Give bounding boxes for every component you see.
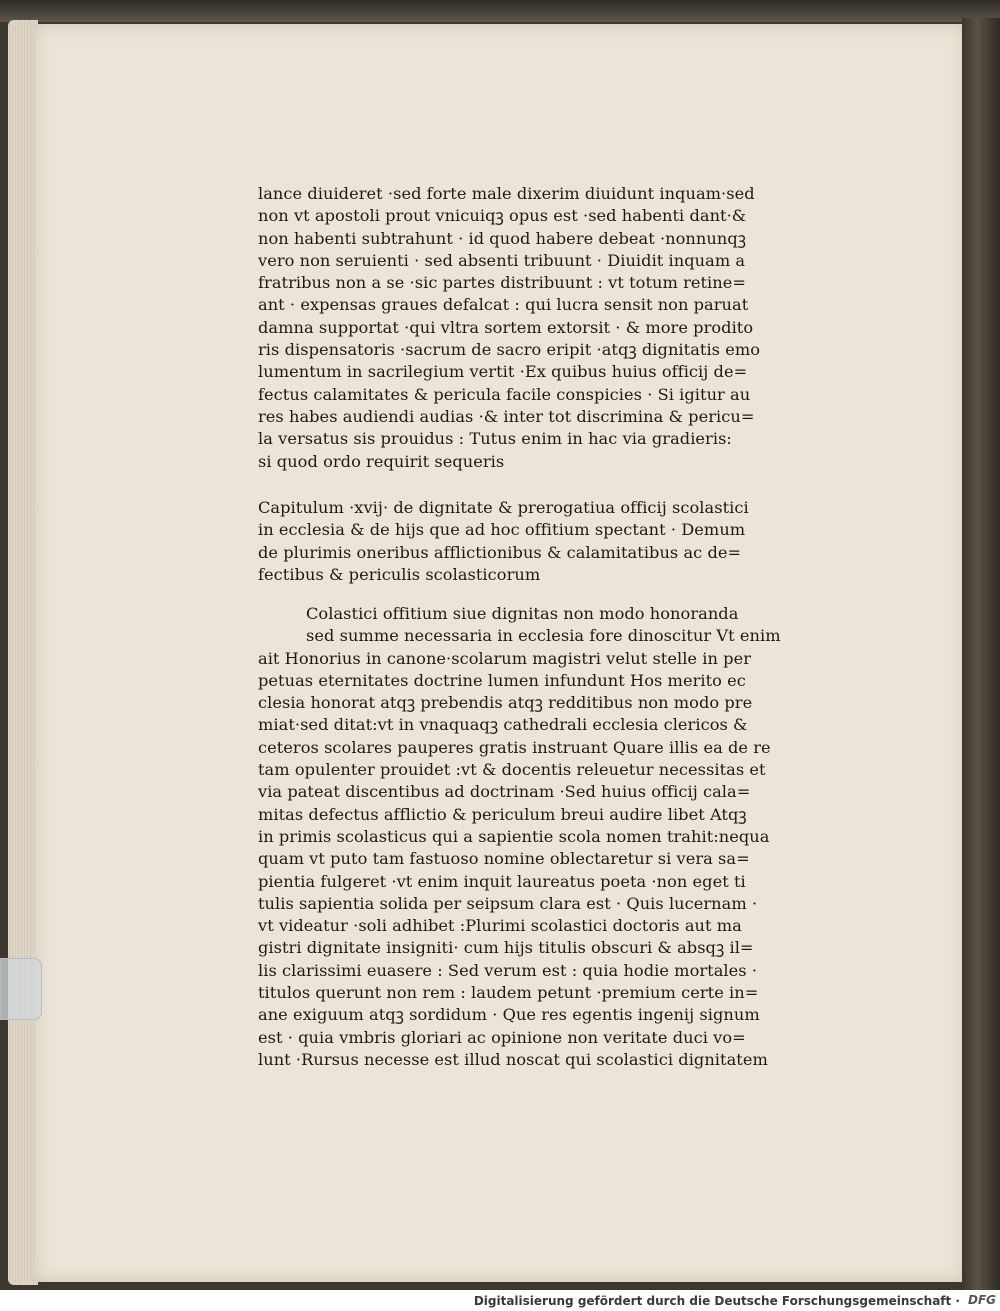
text-line: vero non seruienti · sed absenti tribuunt · Diuidit inquam a bbox=[258, 250, 746, 270]
text-line: si quod ordo requirit sequeris bbox=[258, 451, 505, 471]
text-line: titulos querunt non rem : laudem petunt ·premium certe in= bbox=[258, 983, 759, 1003]
dfg-logo: DFG bbox=[967, 1293, 996, 1307]
footer-bar bbox=[0, 1290, 1000, 1311]
text-line: non habenti subtrahunt · id quod habere debeat ·nonnunqꝫ bbox=[258, 228, 747, 248]
text-line: non vt apostoli prout vnicuiqꝫ opus est ·sed habenti dant·& bbox=[258, 206, 747, 226]
paragraph-2 bbox=[258, 603, 818, 1071]
heading-line: Capitulum ·xvij· de dignitate & prerogatiua officij scolastici bbox=[258, 498, 749, 517]
text-line: tulis sapientia solida per seipsum clara est · Quis lucernam · bbox=[258, 893, 758, 913]
text-line: lance diuideret ·sed forte male dixerim diuidunt inquam·sed bbox=[258, 184, 755, 203]
text-line: in primis scolasticus qui a sapientie scola nomen trahit:nequa bbox=[258, 826, 770, 846]
text-line: miat·sed ditat:vt in vnaquaqꝫ cathedrali ecclesia clericos & bbox=[258, 715, 748, 735]
text-line: sed summe necessaria in ecclesia fore dinoscitur Vt enim bbox=[306, 626, 781, 646]
text-line: res habes audiendi audias ·& inter tot discrimina & pericu= bbox=[258, 406, 755, 426]
text-line: tam opulenter prouidet :vt & docentis releuetur necessitas et bbox=[258, 760, 766, 780]
chapter-heading bbox=[258, 497, 818, 586]
text-line: lumentum in sacrilegium vertit ·Ex quibus huius officij de= bbox=[258, 362, 748, 382]
text-line: pientia fulgeret ·vt enim inquit laureatus poeta ·non eget ti bbox=[258, 871, 746, 891]
digitization-credit: Digitalisierung gefördert durch die Deutsche Forschungsgemeinschaft · bbox=[473, 1294, 960, 1308]
heading-line: fectibus & periculis scolasticorum bbox=[258, 564, 541, 584]
text-line: Colastici offitium siue dignitas non modo honoranda bbox=[306, 604, 739, 623]
text-line: ane exiguum atqꝫ sordidum · Que res egentis ingenij signum bbox=[258, 1005, 760, 1025]
text-line: est · quia vmbris gloriari ac opinione non veritate duci vo= bbox=[258, 1027, 746, 1047]
text-line: fectus calamitates & pericula facile conspicies · Si igitur au bbox=[258, 384, 751, 404]
text-line: gistri dignitate insigniti· cum hijs titulis obscuri & absqꝫ il= bbox=[258, 938, 754, 958]
text-line: la versatus sis prouidus : Tutus enim in hac via gradieris: bbox=[258, 429, 732, 449]
text-line: lis clarissimi euasere : Sed verum est : quia hodie mortales · bbox=[258, 960, 758, 980]
heading-line: in ecclesia & de hijs que ad hoc offitium spectant · Demum bbox=[258, 520, 746, 540]
paragraph-1 bbox=[258, 183, 818, 473]
text-line: via pateat discentibus ad doctrinam ·Sed huius officij cala= bbox=[258, 782, 751, 802]
text-line: ait Honorius in canone·scolarum magistri velut stelle in per bbox=[258, 648, 751, 668]
text-line: petuas eternitates doctrine lumen infundunt Hos merito ec bbox=[258, 670, 746, 690]
heading-line: de plurimis oneribus afflictionibus & calamitatibus ac de= bbox=[258, 542, 742, 562]
text-line: lunt ·Rursus necesse est illud noscat qui scolastici dignitatem bbox=[258, 1049, 768, 1069]
page-clip bbox=[0, 958, 42, 1020]
text-line: quam vt puto tam fastuoso nomine oblectaretur si vera sa= bbox=[258, 849, 750, 869]
text-line: ris dispensatoris ·sacrum de sacro eripit ·atqꝫ dignitatis emo bbox=[258, 340, 761, 360]
text-line: mitas defectus afflictio & periculum breui audire libet Atqꝫ bbox=[258, 804, 747, 824]
text-line: damna supportat ·qui vltra sortem extorsit · & more prodito bbox=[258, 317, 754, 337]
text-line: ant · expensas graues defalcat : qui lucra sensit non paruat bbox=[258, 295, 749, 315]
text-line: fratribus non a se ·sic partes distribuunt : vt totum retine= bbox=[258, 273, 746, 293]
text-line: clesia honorat atqꝫ prebendis atqꝫ redditibus non modo pre bbox=[258, 693, 753, 713]
text-line: vt videatur ·soli adhibet :Plurimi scolastici doctoris aut ma bbox=[258, 916, 742, 936]
book-top-edge bbox=[0, 0, 1000, 22]
text-line: ceteros scolares pauperes gratis instruant Quare illis ea de re bbox=[258, 737, 771, 757]
book-gutter bbox=[962, 18, 1000, 1290]
